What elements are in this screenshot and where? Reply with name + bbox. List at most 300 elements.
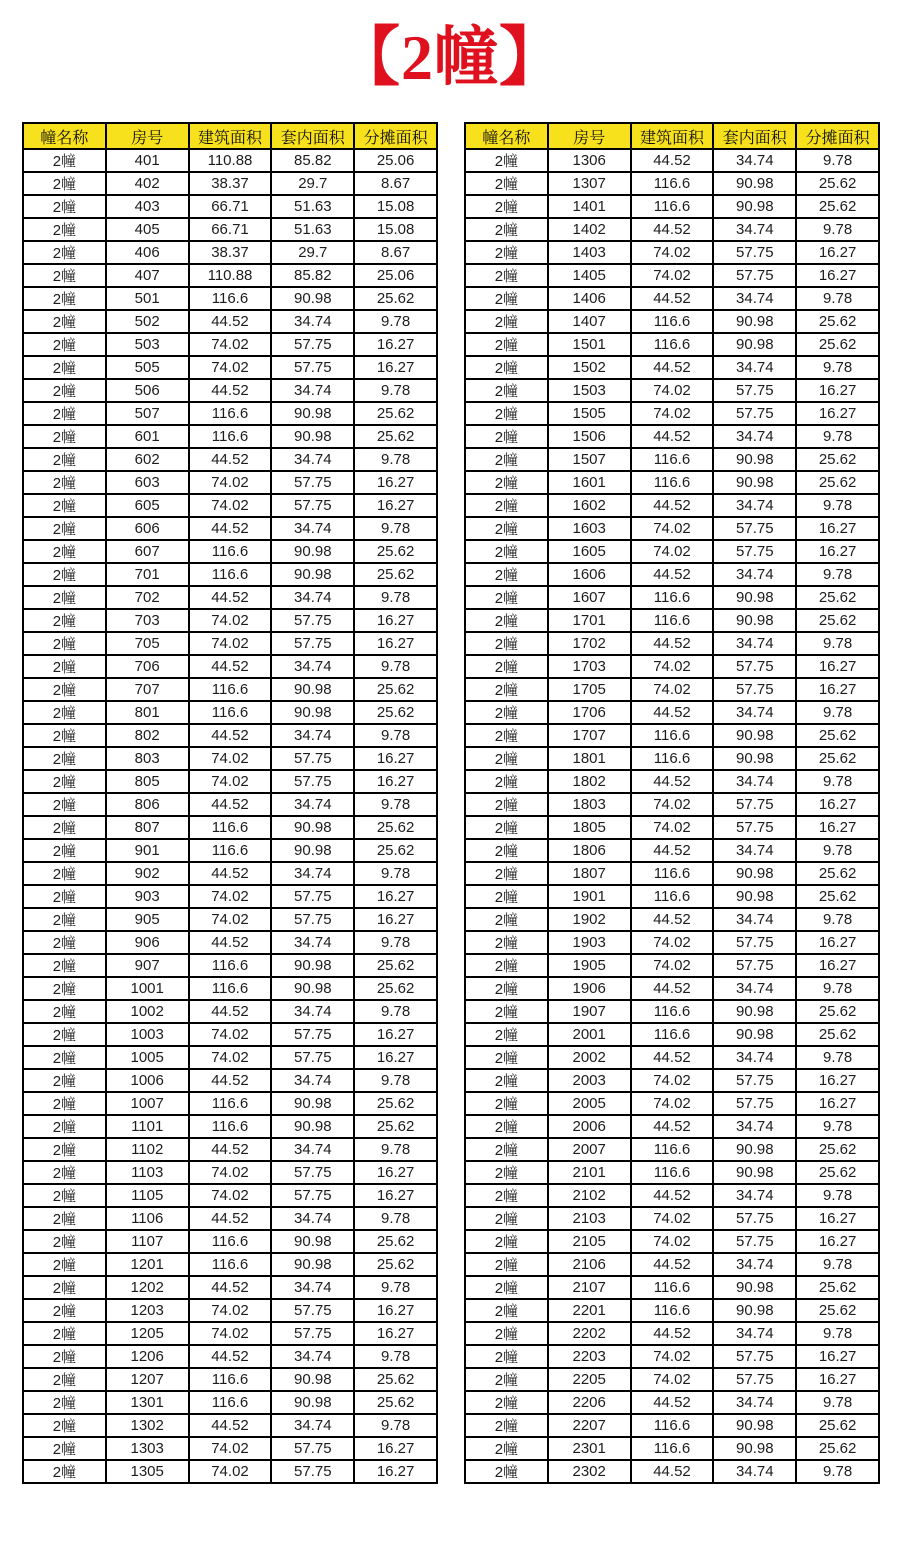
table-row: [23, 241, 437, 264]
table-cell: 1806: [548, 839, 631, 862]
table-cell: 116.6: [631, 310, 714, 333]
table-cell: 9.78: [796, 632, 879, 655]
table-cell: 116.6: [189, 816, 272, 839]
table-cell: 25.62: [796, 586, 879, 609]
table-row: [465, 1161, 879, 1184]
table-cell: 2幢: [465, 747, 548, 770]
table-cell: 9.78: [354, 1000, 437, 1023]
table-cell: 2幢: [23, 402, 106, 425]
table-row: [23, 1345, 437, 1368]
table-cell: 16.27: [796, 816, 879, 839]
table-cell: 16.27: [354, 471, 437, 494]
table-cell: 74.02: [631, 517, 714, 540]
table-cell: 116.6: [189, 1230, 272, 1253]
table-cell: 2幢: [465, 1023, 548, 1046]
table-cell: 116.6: [631, 1023, 714, 1046]
table-cell: 2幢: [23, 149, 106, 172]
table-cell: 44.52: [631, 1184, 714, 1207]
table-row: [23, 632, 437, 655]
table-cell: 1803: [548, 793, 631, 816]
table-cell: 44.52: [189, 586, 272, 609]
table-cell: 8.67: [354, 172, 437, 195]
table-cell: 74.02: [189, 471, 272, 494]
table-cell: 2幢: [23, 908, 106, 931]
table-cell: 44.52: [189, 310, 272, 333]
table-cell: 1005: [106, 1046, 189, 1069]
table-cell: 606: [106, 517, 189, 540]
table-cell: 74.02: [631, 655, 714, 678]
table-row: [465, 1092, 879, 1115]
table-row: [465, 310, 879, 333]
table-cell: 16.27: [354, 1299, 437, 1322]
table-cell: 2幢: [23, 1322, 106, 1345]
table-cell: 16.27: [354, 908, 437, 931]
table-row: [23, 1414, 437, 1437]
table-cell: 25.62: [796, 724, 879, 747]
table-cell: 1802: [548, 770, 631, 793]
table-cell: 2幢: [465, 1115, 548, 1138]
table-cell: 2幢: [465, 333, 548, 356]
table-cell: 74.02: [189, 1046, 272, 1069]
table-body-left: [23, 149, 437, 1483]
table-row: [23, 356, 437, 379]
table-cell: 2005: [548, 1092, 631, 1115]
table-cell: 25.62: [354, 563, 437, 586]
table-cell: 34.74: [271, 379, 354, 402]
table-cell: 2幢: [465, 310, 548, 333]
table-cell: 25.62: [354, 540, 437, 563]
table-cell: 116.6: [631, 333, 714, 356]
table-cell: 44.52: [631, 494, 714, 517]
table-cell: 9.78: [354, 379, 437, 402]
table-cell: 1705: [548, 678, 631, 701]
table-row: [23, 517, 437, 540]
table-cell: 44.52: [189, 793, 272, 816]
table-cell: 34.74: [713, 908, 796, 931]
table-cell: 2002: [548, 1046, 631, 1069]
table-cell: 57.75: [713, 540, 796, 563]
table-cell: 90.98: [713, 310, 796, 333]
table-cell: 9.78: [796, 1115, 879, 1138]
table-cell: 2幢: [465, 287, 548, 310]
table-cell: 57.75: [271, 1046, 354, 1069]
table-cell: 16.27: [354, 747, 437, 770]
table-cell: 1107: [106, 1230, 189, 1253]
table-cell: 2幢: [23, 770, 106, 793]
table-cell: 9.78: [354, 1207, 437, 1230]
table-cell: 90.98: [271, 701, 354, 724]
table-cell: 9.78: [354, 793, 437, 816]
table-cell: 34.74: [713, 632, 796, 655]
table-cell: 2幢: [465, 264, 548, 287]
table-cell: 1303: [106, 1437, 189, 1460]
table-cell: 2幢: [465, 862, 548, 885]
table-cell: 702: [106, 586, 189, 609]
col-header-shared-area: 分摊面积: [796, 123, 879, 149]
table-cell: 16.27: [796, 1345, 879, 1368]
table-row: [23, 425, 437, 448]
table-cell: 44.52: [631, 425, 714, 448]
table-cell: 1703: [548, 655, 631, 678]
table-cell: 2幢: [465, 839, 548, 862]
table-cell: 116.6: [631, 195, 714, 218]
table-cell: 602: [106, 448, 189, 471]
table-row: [465, 1207, 879, 1230]
table-cell: 90.98: [713, 1414, 796, 1437]
table-cell: 2幢: [23, 471, 106, 494]
table-cell: 16.27: [354, 1322, 437, 1345]
table-row: [465, 494, 879, 517]
table-cell: 2幢: [465, 563, 548, 586]
table-cell: 74.02: [631, 264, 714, 287]
table-cell: 15.08: [354, 218, 437, 241]
table-cell: 2幢: [23, 931, 106, 954]
table-cell: 2003: [548, 1069, 631, 1092]
table-cell: 57.75: [713, 655, 796, 678]
table-row: [23, 1138, 437, 1161]
table-cell: 74.02: [189, 494, 272, 517]
table-cell: 9.78: [796, 1253, 879, 1276]
table-cell: 34.74: [271, 1000, 354, 1023]
table-cell: 44.52: [189, 1207, 272, 1230]
table-cell: 507: [106, 402, 189, 425]
table-cell: 25.62: [354, 977, 437, 1000]
table-cell: 503: [106, 333, 189, 356]
table-cell: 57.75: [271, 1184, 354, 1207]
table-cell: 74.02: [631, 379, 714, 402]
table-cell: 90.98: [713, 1138, 796, 1161]
table-cell: 2幢: [465, 218, 548, 241]
table-row: [23, 1437, 437, 1460]
table-cell: 1401: [548, 195, 631, 218]
table-cell: 2幢: [23, 586, 106, 609]
table-cell: 9.78: [796, 149, 879, 172]
table-row: [465, 977, 879, 1000]
table-body-right: [465, 149, 879, 1483]
table-row: [465, 1253, 879, 1276]
table-cell: 2幢: [465, 1276, 548, 1299]
table-cell: 25.62: [796, 1437, 879, 1460]
table-cell: 15.08: [354, 195, 437, 218]
table-cell: 2幢: [23, 1161, 106, 1184]
table-cell: 57.75: [271, 747, 354, 770]
table-row: [23, 839, 437, 862]
table-cell: 34.74: [713, 563, 796, 586]
table-cell: 2幢: [23, 1276, 106, 1299]
table-cell: 2105: [548, 1230, 631, 1253]
table-cell: 57.75: [713, 678, 796, 701]
table-cell: 9.78: [796, 1184, 879, 1207]
table-cell: 90.98: [271, 1253, 354, 1276]
table-row: [465, 793, 879, 816]
table-cell: 2幢: [465, 931, 548, 954]
table-cell: 402: [106, 172, 189, 195]
table-cell: 74.02: [189, 1322, 272, 1345]
table-cell: 2幢: [23, 195, 106, 218]
table-row: [465, 1391, 879, 1414]
table-row: [23, 1253, 437, 1276]
table-cell: 2幢: [465, 885, 548, 908]
table-cell: 16.27: [354, 632, 437, 655]
table-row: [23, 1368, 437, 1391]
table-cell: 57.75: [713, 1368, 796, 1391]
table-cell: 25.62: [796, 471, 879, 494]
table-cell: 2幢: [23, 701, 106, 724]
table-cell: 1606: [548, 563, 631, 586]
table-row: [23, 218, 437, 241]
table-cell: 1305: [106, 1460, 189, 1483]
table-cell: 90.98: [713, 862, 796, 885]
table-cell: 44.52: [189, 1000, 272, 1023]
table-cell: 85.82: [271, 264, 354, 287]
table-row: [465, 724, 879, 747]
table-cell: 2幢: [465, 1368, 548, 1391]
table-cell: 2幢: [23, 747, 106, 770]
table-cell: 34.74: [713, 356, 796, 379]
table-cell: 1905: [548, 954, 631, 977]
table-cell: 2幢: [465, 1322, 548, 1345]
table-cell: 9.78: [796, 494, 879, 517]
table-cell: 16.27: [796, 402, 879, 425]
table-row: [23, 1230, 437, 1253]
table-cell: 74.02: [631, 816, 714, 839]
table-cell: 57.75: [271, 885, 354, 908]
table-cell: 25.62: [354, 1092, 437, 1115]
table-cell: 1307: [548, 172, 631, 195]
col-header-room-number: 房号: [548, 123, 631, 149]
table-cell: 2幢: [465, 586, 548, 609]
table-cell: 57.75: [271, 1322, 354, 1345]
table-cell: 907: [106, 954, 189, 977]
table-cell: 2幢: [23, 655, 106, 678]
table-cell: 116.6: [189, 563, 272, 586]
table-cell: 1901: [548, 885, 631, 908]
table-cell: 90.98: [271, 954, 354, 977]
table-cell: 44.52: [631, 1253, 714, 1276]
table-cell: 1106: [106, 1207, 189, 1230]
table-cell: 90.98: [713, 1023, 796, 1046]
table-cell: 16.27: [354, 1460, 437, 1483]
table-cell: 44.52: [631, 356, 714, 379]
table-cell: 116.6: [631, 609, 714, 632]
table-cell: 44.52: [189, 1276, 272, 1299]
table-cell: 44.52: [189, 724, 272, 747]
table-row: [23, 931, 437, 954]
table-cell: 16.27: [354, 1161, 437, 1184]
table-row: [465, 241, 879, 264]
table-cell: 2幢: [465, 1069, 548, 1092]
table-row: [23, 724, 437, 747]
table-cell: 2幢: [465, 1184, 548, 1207]
table-cell: 16.27: [796, 241, 879, 264]
table-cell: 34.74: [271, 931, 354, 954]
table-row: [23, 264, 437, 287]
table-cell: 34.74: [713, 839, 796, 862]
table-cell: 16.27: [796, 1207, 879, 1230]
table-cell: 16.27: [796, 655, 879, 678]
table-cell: 2幢: [23, 448, 106, 471]
table-row: [23, 1000, 437, 1023]
table-cell: 2201: [548, 1299, 631, 1322]
table-cell: 25.62: [796, 1414, 879, 1437]
table-cell: 2幢: [465, 1230, 548, 1253]
table-row: [23, 1115, 437, 1138]
table-cell: 74.02: [189, 632, 272, 655]
table-cell: 2幢: [465, 494, 548, 517]
table-cell: 34.74: [271, 1345, 354, 1368]
table-cell: 44.52: [189, 1345, 272, 1368]
table-cell: 57.75: [713, 1207, 796, 1230]
table-cell: 44.52: [189, 517, 272, 540]
table-cell: 116.6: [189, 1115, 272, 1138]
table-cell: 1707: [548, 724, 631, 747]
table-cell: 9.78: [354, 931, 437, 954]
table-cell: 16.27: [796, 1368, 879, 1391]
table-cell: 2幢: [23, 264, 106, 287]
table-cell: 57.75: [713, 1092, 796, 1115]
table-cell: 1506: [548, 425, 631, 448]
table-cell: 16.27: [796, 954, 879, 977]
table-cell: 25.62: [354, 816, 437, 839]
table-cell: 2幢: [23, 632, 106, 655]
table-cell: 2幢: [23, 609, 106, 632]
table-row: [465, 701, 879, 724]
table-row: [465, 885, 879, 908]
table-row: [23, 655, 437, 678]
table-cell: 1903: [548, 931, 631, 954]
table-cell: 2107: [548, 1276, 631, 1299]
table-cell: 1001: [106, 977, 189, 1000]
table-row: [465, 540, 879, 563]
table-row: [23, 1322, 437, 1345]
table-cell: 34.74: [271, 517, 354, 540]
table-cell: 57.75: [271, 1460, 354, 1483]
table-cell: 34.74: [713, 1322, 796, 1345]
table-row: [23, 1046, 437, 1069]
table-cell: 9.78: [796, 563, 879, 586]
table-cell: 1202: [106, 1276, 189, 1299]
table-cell: 116.6: [631, 471, 714, 494]
table-cell: 16.27: [796, 264, 879, 287]
table-cell: 57.75: [713, 793, 796, 816]
table-row: [465, 1138, 879, 1161]
table-cell: 57.75: [271, 609, 354, 632]
table-cell: 2102: [548, 1184, 631, 1207]
table-cell: 116.6: [631, 885, 714, 908]
table-cell: 57.75: [713, 816, 796, 839]
table-cell: 1102: [106, 1138, 189, 1161]
table-cell: 8.67: [354, 241, 437, 264]
table-row: [465, 333, 879, 356]
table-cell: 116.6: [631, 1299, 714, 1322]
table-cell: 57.75: [271, 908, 354, 931]
table-cell: 25.62: [796, 1023, 879, 1046]
col-header-building-name: 幢名称: [465, 123, 548, 149]
table-cell: 2幢: [465, 448, 548, 471]
table-cell: 116.6: [631, 1276, 714, 1299]
table-row: [465, 1460, 879, 1483]
table-cell: 1103: [106, 1161, 189, 1184]
table-cell: 2幢: [465, 1161, 548, 1184]
table-cell: 2幢: [23, 1207, 106, 1230]
table-cell: 16.27: [354, 770, 437, 793]
table-cell: 403: [106, 195, 189, 218]
table-cell: 2001: [548, 1023, 631, 1046]
table-cell: 805: [106, 770, 189, 793]
table-cell: 57.75: [713, 517, 796, 540]
table-cell: 34.74: [271, 793, 354, 816]
table-cell: 90.98: [271, 1092, 354, 1115]
table-cell: 116.6: [631, 1138, 714, 1161]
table-cell: 2幢: [465, 425, 548, 448]
table-cell: 25.62: [354, 1253, 437, 1276]
table-cell: 74.02: [189, 908, 272, 931]
table-cell: 2幢: [23, 977, 106, 1000]
table-cell: 74.02: [631, 793, 714, 816]
table-cell: 16.27: [796, 1069, 879, 1092]
table-cell: 90.98: [713, 1276, 796, 1299]
table-cell: 1505: [548, 402, 631, 425]
table-cell: 2301: [548, 1437, 631, 1460]
table-cell: 116.6: [631, 172, 714, 195]
table-cell: 34.74: [271, 862, 354, 885]
table-cell: 57.75: [713, 264, 796, 287]
table-cell: 116.6: [631, 586, 714, 609]
col-header-building-name: 幢名称: [23, 123, 106, 149]
table-cell: 116.6: [189, 701, 272, 724]
table-cell: 90.98: [271, 1391, 354, 1414]
table-cell: 44.52: [631, 770, 714, 793]
table-cell: 110.88: [189, 149, 272, 172]
table-cell: 90.98: [271, 1115, 354, 1138]
table-cell: 44.52: [631, 1115, 714, 1138]
table-cell: 74.02: [631, 540, 714, 563]
table-row: [23, 333, 437, 356]
table-cell: 16.27: [796, 1092, 879, 1115]
table-row: [465, 609, 879, 632]
table-cell: 38.37: [189, 241, 272, 264]
table-row: [465, 1000, 879, 1023]
table-cell: 9.78: [796, 839, 879, 862]
col-header-construction-area: 建筑面积: [189, 123, 272, 149]
table-cell: 74.02: [189, 333, 272, 356]
table-cell: 116.6: [189, 977, 272, 1000]
table-cell: 2幢: [465, 908, 548, 931]
table-cell: 1007: [106, 1092, 189, 1115]
table-cell: 34.74: [713, 1253, 796, 1276]
col-header-interior-area: 套内面积: [713, 123, 796, 149]
table-cell: 90.98: [271, 816, 354, 839]
area-table-right: [464, 122, 880, 1484]
table-cell: 2幢: [465, 149, 548, 172]
table-row: [465, 1069, 879, 1092]
table-cell: 9.78: [796, 1046, 879, 1069]
table-cell: 25.62: [354, 678, 437, 701]
table-row: [23, 172, 437, 195]
table-row: [23, 862, 437, 885]
table-cell: 74.02: [189, 1460, 272, 1483]
table-cell: 44.52: [189, 448, 272, 471]
table-cell: 2幢: [465, 195, 548, 218]
table-cell: 44.52: [631, 287, 714, 310]
table-cell: 44.52: [631, 839, 714, 862]
table-cell: 116.6: [189, 287, 272, 310]
table-cell: 1302: [106, 1414, 189, 1437]
table-cell: 605: [106, 494, 189, 517]
table-cell: 9.78: [796, 1391, 879, 1414]
table-row: [465, 563, 879, 586]
table-row: [465, 425, 879, 448]
